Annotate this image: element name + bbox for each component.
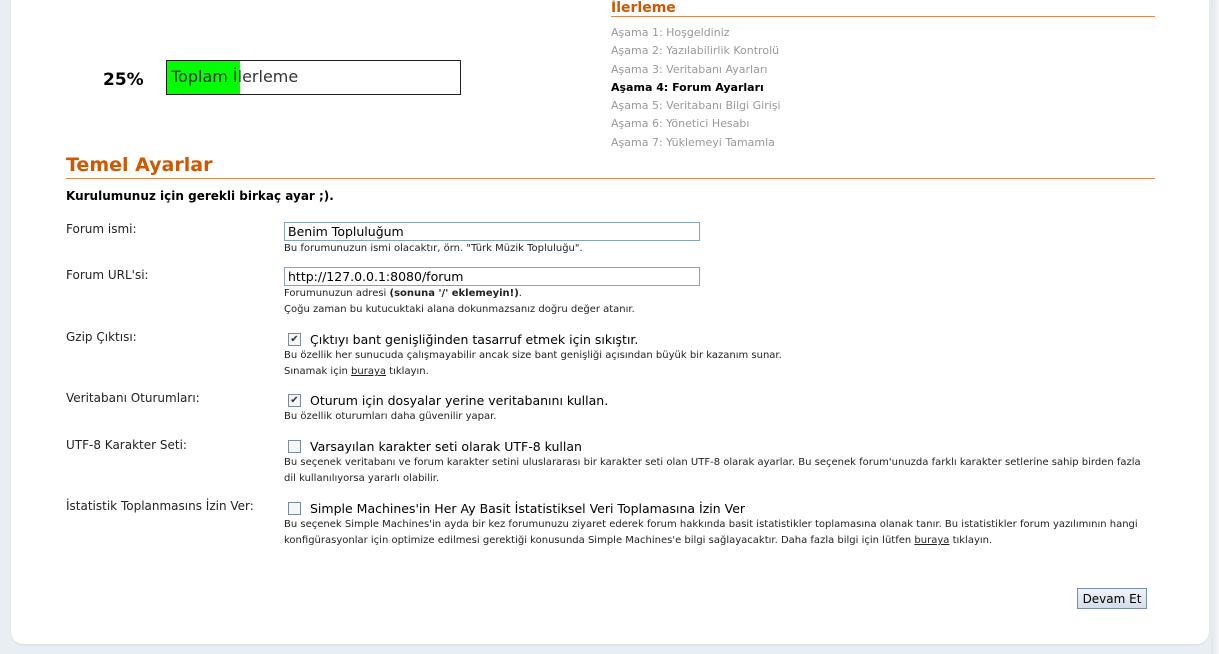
step-item: Aşama 2: Yazılabilirlik Kontrolü — [611, 44, 780, 58]
db-sessions-control — [284, 391, 1154, 425]
section-description: Kurulumunuz için gerekli birkaç ayar ;). — [66, 189, 334, 203]
help-warning: (sonuna '/' eklemeyin!) — [389, 288, 519, 299]
help-text: tıklayın. — [386, 366, 429, 377]
forum-name-help: Bu forumunuzun ismi olacaktır, örn. "Türk Müzik Topluluğu". — [284, 243, 583, 254]
steps-list — [611, 24, 781, 152]
utf8-option-label: Varsayılan karakter seti olarak UTF-8 kullan — [310, 438, 582, 454]
step-item: Aşama 5: Veritabanı Bilgi Girişi — [611, 99, 781, 113]
db-sessions-option-label: Oturum için dosyalar yerine veritabanını kullan. — [310, 392, 609, 408]
forum-name-label: Forum ismi: — [66, 222, 137, 236]
gzip-option-label: Çıktıyı bant genişliğinden tasarruf etmek için sıkıştır. — [310, 331, 639, 347]
help-text: tıklayın. — [949, 535, 993, 546]
gzip-help: Bu özellik her sunucuda çalışmayabilir ancak size bant genişliği açısından büyük bir kazanım sunar. — [284, 350, 782, 361]
step-item-current: Aşama 4: Forum Ayarları — [611, 80, 764, 94]
forum-name-control — [284, 221, 1154, 257]
db-sessions-help: Bu özellik oturumları daha güvenilir yapar. — [284, 411, 497, 422]
forum-url-help — [284, 286, 1154, 302]
stats-info-link[interactable]: buraya — [914, 535, 950, 546]
stats-checkbox[interactable] — [288, 502, 301, 515]
stats-option — [284, 499, 1154, 517]
utf8-control — [284, 437, 1154, 487]
window-edge — [1211, 0, 1219, 654]
continue-button[interactable]: Devam Et — [1077, 588, 1147, 609]
forum-url-label: Forum URL'si: — [66, 268, 149, 282]
stats-option-label: Simple Machines'in Her Ay Basit İstatistiksel Veri Toplamasına İzin Ver — [310, 500, 746, 516]
help-text: . — [518, 288, 522, 299]
utf8-label: UTF-8 Karakter Seti: — [66, 438, 187, 452]
stats-control — [284, 499, 1154, 549]
gzip-control — [284, 330, 1154, 380]
db-sessions-checkbox[interactable]: ✔ — [288, 394, 301, 407]
stats-help — [284, 517, 1154, 549]
gzip-label: Gzip Çıktısı: — [66, 330, 137, 344]
forum-url-control — [284, 266, 1154, 318]
forum-url-help-2: Çoğu zaman bu kutucuktaki alana dokunmazsanız doğru değer atanır. — [284, 304, 635, 315]
gzip-help-2 — [284, 364, 1154, 380]
gzip-checkbox[interactable]: ✔ — [288, 333, 301, 346]
utf8-option — [284, 437, 1154, 455]
help-text: Sınamak için — [284, 366, 352, 377]
step-item: Aşama 1: Hoşgeldiniz — [611, 26, 730, 39]
progress-percent: 25% — [103, 70, 144, 90]
step-item: Aşama 7: Yüklemeyi Tamamla — [611, 135, 775, 149]
help-text: Forumunuzun adresi — [284, 288, 390, 299]
forum-name-input[interactable] — [284, 222, 700, 241]
stats-label: İstatistik Toplanmasıns İzin Ver: — [66, 499, 254, 513]
section-title: Temel Ayarlar — [66, 153, 1155, 179]
forum-url-input[interactable] — [284, 267, 700, 286]
utf8-checkbox[interactable] — [288, 440, 301, 453]
progress-bar-label: Toplam İlerleme — [171, 67, 299, 86]
utf8-help: Bu seçenek veritabanı ve forum karakter setini uluslararası bir karakter seti olan UTF-8 olarak ayarlar. Bu seçenek forum'unuzda farklı karakter setlerine sahip birden fazla dil kullanılıyorsa yararlı olabilir. — [284, 457, 1141, 484]
gzip-test-link[interactable]: buraya — [351, 366, 386, 377]
progress-bar — [166, 60, 461, 95]
db-sessions-option — [284, 391, 1154, 409]
db-sessions-label: Veritabanı Oturumları: — [66, 391, 200, 405]
steps-title: İlerleme — [611, 0, 1155, 17]
gzip-option — [284, 330, 1154, 348]
step-item: Aşama 3: Veritabanı Ayarları — [611, 62, 768, 76]
help-text: Bu seçenek Simple Machines'in ayda bir kez forumunuzu ziyaret ederek forum hakkında basit istatistikler toplamasına olanak tanır. Bu istatistikler forum yazılımının hangi konfigürasyonlar için optimize edilmesi gerektiği konusunda Simple Machines'e bilgi sağlayacaktır. Daha fazla bilgi için lütfen — [284, 519, 1138, 546]
step-item: Aşama 6: Yönetici Hesabı — [611, 117, 750, 131]
